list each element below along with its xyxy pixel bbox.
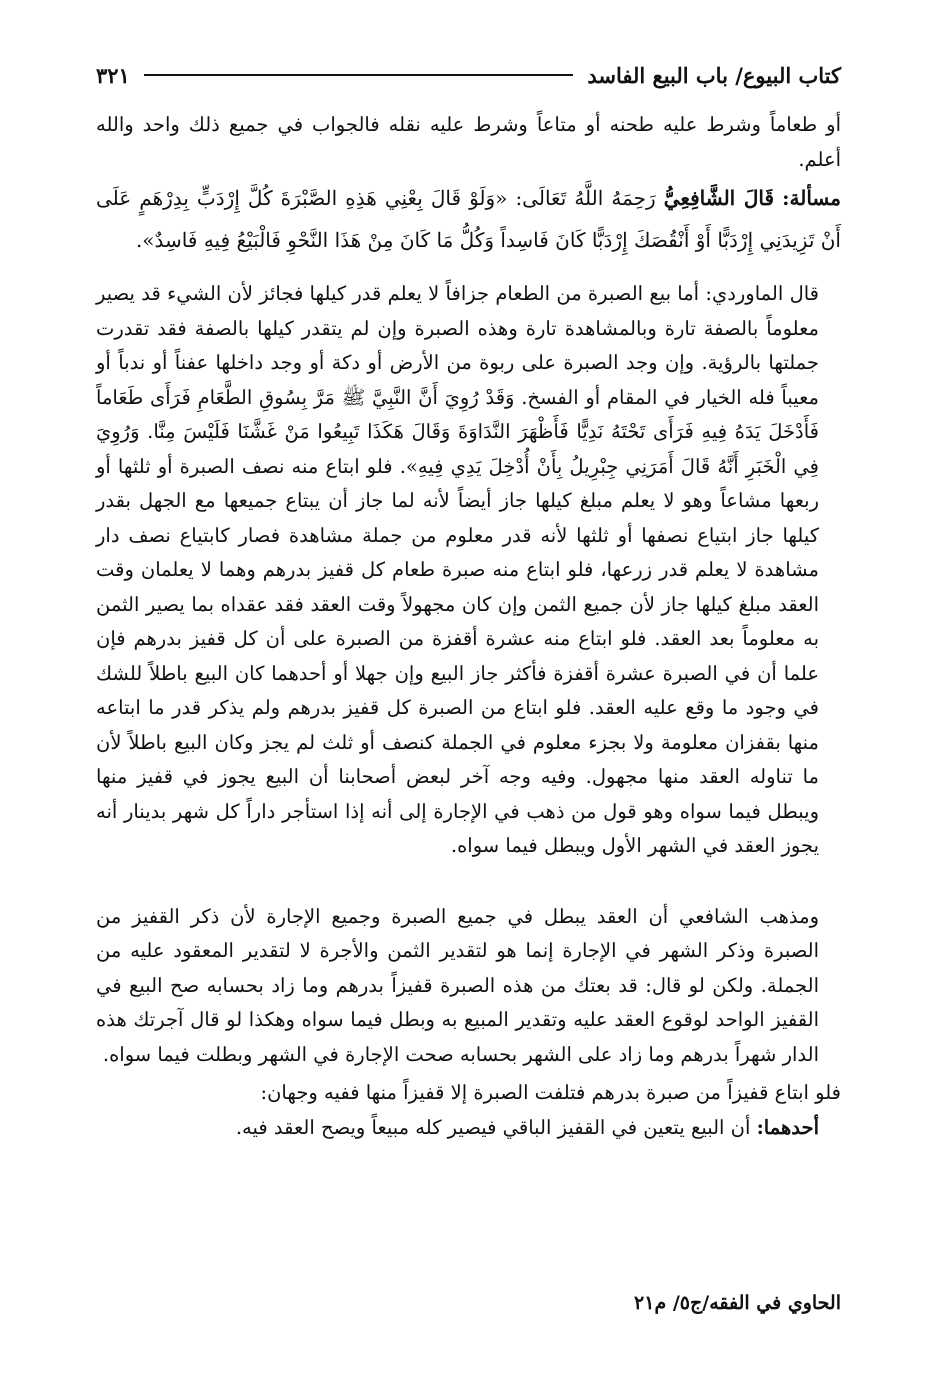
ahaduhuma-label: أحدهما:: [756, 1115, 819, 1139]
masala-speaker: قَالَ الشَّافِعِيُّ: [663, 186, 775, 210]
footer-signature: الحاوي في الفقه/ج٥/ م٢١: [634, 1292, 841, 1314]
ahaduhuma-paragraph: [96, 1111, 841, 1146]
masala-label: مسألة:: [782, 186, 841, 210]
header-rule: [144, 74, 573, 76]
page-number: ٣٢١: [96, 62, 130, 88]
chapter-title: كتاب البيوع/ باب البيع الفاسد: [587, 62, 841, 88]
running-header: [96, 58, 841, 92]
paragraph: أو طعاماً وشرط عليه طحنه أو متاعاً وشرط عليه نقله فالجواب في جميع ذلك واحد والله أعلم.: [96, 113, 841, 171]
ahaduhuma-text: أن البيع يتعين في القفيز الباقي فيصير كله مبيعاً ويصح العقد فيه.: [235, 1115, 751, 1139]
masala-paragraph: [96, 177, 841, 261]
paragraph: قال الماوردي: أما بيع الصبرة من الطعام جزافاً لا يعلم قدر كيلها فجائز لأن الشيء قد يصير معلوماً بالصفة تارة وبالمشاهدة تارة وهذه الصبرة وإن لم يتقدر كيلها بالصفة فقد تقدرت جملتها بالرؤية. وإن وجد الصبرة على ربوة من الأرض أو دكة أو وجد داخلها عفناً أو ندباً أو معيباً فله الخيار في المقام أو الفسخ. وَقَدْ رُوِيَ أَنَّ النَّبِيَّ ﷺ مَرَّ بِسُوقِ الطَّعَامِ فَرَأَى طَعَاماً فَأَدْخَلَ يَدَهُ فِيهِ فَرَأَى تَحْتَهُ نَدِيًّا فَأَظْهَرَ النَّدَاوَةَ وَقَالَ هَكَذَا تَبِيعُوا مَنْ غَشَّنَا فَلَيْسَ مِنَّا. وَرُوِيَ فِي الْخَبَرِ أَنَّهُ قَالَ أَمَرَنِي جِبْرِيلُ بِأَنْ أُدْخِلَ يَدِي فِيهِ». فلو ابتاع منه نصف الصبرة أو ثلثها أو ربعها مشاعاً وهو لا يعلم مبلغ كيلها جاز أيضاً لأنه لما جاز أن يبتاع جميعها مع الجهل بقدر كيلها جاز ابتياع نصفها أو ثلثها لأنه قدر معلوم من جملة مشاهدة فصار كابتياع نصف دار مشاهدة لا يعلم قدر زرعها، فلو ابتاع منه صبرة طعام كل قفيز بدرهم وهما لا يعلمان وقت العقد مبلغ كيلها جاز لأن جميع الثمن وإن كان مجهولاً وقت العقد فقد عقداه بما يصير الثمن به معلوماً بعد العقد. فلو ابتاع منه عشرة أقفزة من الصبرة على أن كل قفيز بدرهم فإن علما أن في الصبرة عشرة أقفزة فأكثر جاز البيع وإن جهلا أو أحدهما كان البيع باطلاً للشك في وجود ما وقع عليه العقد. فلو ابتاع من الصبرة كل قفيز بدرهم ولم يذكر قدر ما ابتاعه منها بقفزان معلومة ولا بجزء معلوم في الجملة كنصف أو ثلث لم يجز وكان البيع باطلاً لأن ما تناوله العقد منها مجهول. وفيه وجه آخر لبعض أصحابنا أن البيع يجوز في قفيز منها ويبطل فيما سواه وهو قول من ذهب في الإجارة إلى أنه إذا استأجر داراً كل شهر بدينار أنه يجوز العقد في الشهر الأول ويبطل فيما سواه.: [96, 282, 819, 857]
paragraph: فلو ابتاع قفيزاً من صبرة بدرهم فتلفت الصبرة إلا قفيزاً منها ففيه وجهان:: [260, 1081, 841, 1104]
paragraph: ومذهب الشافعي أن العقد يبطل في جميع الصبرة وجميع الإجارة لأن ذكر القفيز من الصبرة وذكر الشهر في الإجارة إنما هو لتقدير الثمن والأجرة لا لتقدير المعقود عليه من الجملة. ولكن لو قال: قد بعتك من هذه الصبرة قفيزاً بدرهم وما زاد بحسابه صح البيع في القفيز الواحد لوقوع العقد عليه وتقدير المبيع به وبطل فيما سواه وهكذا لو قال آجرتك هذه الدار شهراً بدرهم وما زاد على الشهر بحسابه صحت الإجارة في الشهر وبطلت فيما سواه.: [96, 904, 819, 1066]
masala-text: رَحِمَهُ اللَّهُ تَعَالَى: «وَلَوْ قَالَ بِعْنِي هَذِهِ الصَّبْرَةَ كُلَّ إِرْدَبٍّ بِدِرْهَمٍ عَلَى أَنْ تَزِيدَنِي إِرْدَبًّا أَوْ أَنْقُصَكَ إِرْدَبًّا كَانَ فَاسِداً وَكُلُّ مَا كَانَ مِنْ هَذَا النَّحْوِ فَالْبَيْعُ فِيهِ فَاسِدٌ».: [96, 186, 841, 252]
body-text: [96, 108, 841, 1145]
